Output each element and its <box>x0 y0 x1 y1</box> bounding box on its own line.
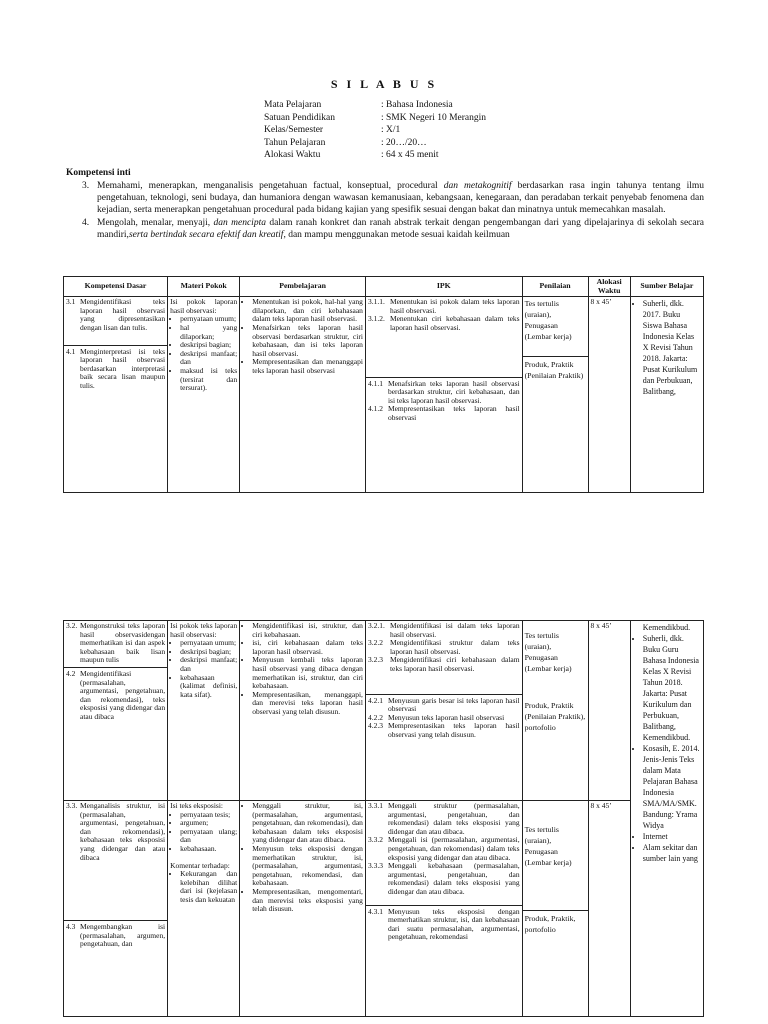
col-header: Sumber Belajar <box>630 277 703 297</box>
ipk-number: 3.2.3 <box>367 655 383 665</box>
ipk-text: Menafsirkan teks laporan hasil observasi berdasarkan struktur, ciri kebahasaan, dan isi teks laporan hasil observasi. <box>387 378 520 405</box>
meta-label: Tahun Pelajaran <box>264 137 326 148</box>
ipk-text: Menentukan isi pokok dalam teks laporan hasil observasi. <box>389 297 520 315</box>
list-item: • deskripsi bagian; <box>180 648 237 657</box>
ipk-number: 4.1.1 <box>367 378 383 388</box>
meta-label: Kelas/Semester <box>264 125 324 136</box>
materi-intro: Isi pokok teks laporan hasil observasi: <box>170 621 238 639</box>
list-item: • kebahasaan. <box>180 845 237 854</box>
materi-list <box>170 639 237 699</box>
kd-text: Mengidentifikasi teks laporan hasil observasi yang dipresentasikan dengan lisan dan tulis. <box>80 297 166 332</box>
pembelajaran-cell <box>240 801 366 1017</box>
materi-list <box>170 315 237 392</box>
list-item: • Menentukan isi pokok, hal-hal yang dilaporkan, dan ciri kebahasaan dalam teks laporan hasil observasi. <box>252 298 363 324</box>
sumber-list <box>633 633 701 864</box>
ki-text <box>97 217 704 241</box>
penilaian-text: Produk, Praktik (Penilaian Praktik) <box>523 356 588 381</box>
meta-row <box>264 149 486 162</box>
kd-number: 4.2 <box>66 668 76 678</box>
ipk-item <box>368 298 520 315</box>
ipk-number: 4.2.1 <box>367 695 383 705</box>
meta-value: : Bahasa Indonesia <box>381 100 453 110</box>
ki-text-italic: dan mencipta <box>213 217 266 228</box>
penilaian-cell <box>522 801 588 1017</box>
kd-text: Mengidentifikasi (permasalahan, argumentasi, pengetahuan, dan rekomendasi), teks eksposisi yang didengar dan atau dibaca <box>80 668 166 721</box>
pembelajaran-cell <box>240 621 366 801</box>
kd-item <box>64 345 167 391</box>
ipk-text: Mempresentasikan teks laporan hasil observasi <box>387 404 520 422</box>
materi-list <box>170 811 237 854</box>
col-header: Penilaian <box>522 277 588 297</box>
meta-row <box>264 137 486 150</box>
kd-text: Mengembangkan isi (permasalahan, argumen, pengetahuan, dan <box>80 922 166 949</box>
ipk-text: Mengidentifikasi ciri kebahasaan dalam teks laporan hasil observasi. <box>389 655 520 673</box>
meta-value: : 20…/20… <box>381 137 427 148</box>
ki-text-italic: serta bertindak secara efektif dan kreatif <box>128 229 284 240</box>
kd-number: 4.3 <box>66 922 76 932</box>
ipk-item <box>368 908 520 942</box>
list-item: • Suherli, dkk. 2017. Buku Siswa Bahasa Indonesia Kelas X Revisi Tahun 2018. Jakarta: Pusat Kurikulum dan Perbukuan, Balitbang, <box>643 298 701 397</box>
ki-text <box>97 180 704 217</box>
meta-value: : X/1 <box>381 125 401 136</box>
list-item: • pernyataan umum; <box>180 315 237 324</box>
meta-label: Alokasi Waktu <box>264 150 321 161</box>
list-item: • Kosasih, E. 2014. Jenis-Jenis Teks dalam Mata Pelajaran Bahasa Indonesia SMA/MA/SMK. Bandung: Yrama Widya <box>643 743 701 831</box>
ipk-group <box>366 377 522 423</box>
meta-row <box>264 124 486 137</box>
kd-text: Menginterpretasi isi teks laporan hasil observasi berdasarkan interpretasi baik secara lisan maupun tulis. <box>80 346 166 390</box>
ki-text-part: , dan mampu menggunakan metode sesuai kaidah keilmuan <box>283 229 510 240</box>
ipk-number: 3.1.1. <box>367 297 385 307</box>
list-item: • Suherli, dkk. Buku Guru Bahasa Indonesia Kelas X Revisi Tahun 2018. Jakarta: Pusat Kurikulum dan Perbukuan, Balitbang, Kemendikbud. <box>643 633 701 743</box>
meta-row <box>264 112 486 125</box>
pembelajaran-list <box>242 298 363 375</box>
penilaian-text: Tes tertulis (uraian), Penugasan (Lembar kerja) <box>524 631 572 673</box>
ipk-cell <box>365 297 522 493</box>
ipk-text: Menentukan ciri kebahasaan dalam teks laporan hasil observasi. <box>389 314 520 332</box>
list-item: • Mengidentifikasi isi, struktur, dan ciri kebahasaan. <box>252 622 363 639</box>
ipk-group <box>366 905 522 942</box>
materi-intro: Komentar terhadap: <box>170 860 230 870</box>
list-item: • Mempresentasikan, mengomentari, dan merevisi teks eksposisi yang telah disusun. <box>252 888 363 914</box>
list-item: • hal yang dilaporkan; <box>180 324 237 341</box>
ipk-text: Mempresentasikan teks laporan hasil observasi yang telah disusun. <box>387 721 520 739</box>
list-item: • pernyataan ulang; dan <box>180 828 237 845</box>
materi-list <box>170 870 237 904</box>
materi-cell <box>168 801 240 1017</box>
kd-item <box>66 802 165 862</box>
kd-text: Menganalisis struktur, isi (permasalahan, argumentasi, pengetahuan, dan rekomendasi), kebahasaan teks eksposisi yang didengar dan atau dibaca <box>80 801 166 862</box>
ki-text-part: berdasarkan rasa ingin tahunya tentang ilmu pengetahuan, teknologi, seni budaya, dan humaniora dengan wawasan kemanusiaan, kebangsaan, kenegaraan, dan peradaban terkait penyebab fenomena dan kejadian, serta menerapkan pengetahuan procedural pada bidang kajian yang spesifik sesuai dengan bakat dan minatnya untuk memecahkan masalah. <box>97 181 704 216</box>
ki-text-italic: dan metakognitif <box>443 181 512 191</box>
ipk-number: 4.3.1 <box>367 906 383 916</box>
kd-number: 3.2. <box>66 621 78 630</box>
ipk-number: 3.1.2. <box>367 314 385 324</box>
meta-value: : SMK Negeri 10 Merangin <box>381 112 487 123</box>
list-item: • pernyataan umum; <box>180 639 237 648</box>
alokasi-cell: 8 x 45’ <box>588 801 630 1017</box>
sumber-list <box>633 298 701 397</box>
kd-cell <box>64 621 168 801</box>
ki-number: 4. <box>82 217 90 228</box>
ipk-text: Menyusun teks eksposisi dengan memerhatikan struktur, isi, dan kebahasaan dari suatu permasalahan, argumentasi, pengetahuan, rekomendasi <box>387 906 520 942</box>
meta-value: : 64 x 45 menit <box>381 150 439 161</box>
ipk-item <box>368 315 520 332</box>
penilaian-text: Produk, Praktik, portofolio <box>523 910 588 935</box>
kd-number: 3.1 <box>66 297 76 307</box>
list-item: • isi, ciri kebahasaan dalam teks laporan hasil observasi. <box>252 639 363 656</box>
kompetensi-inti-heading: Kompetensi inti <box>66 168 131 178</box>
materi-intro: Isi teks eksposisi: <box>170 801 223 810</box>
ipk-item <box>368 656 520 673</box>
ipk-item <box>368 722 520 739</box>
penilaian-cell <box>522 297 588 493</box>
ipk-number: 3.2.1. <box>367 621 385 630</box>
document-meta <box>264 99 486 162</box>
list-item: • deskripsi bagian; <box>180 341 237 350</box>
list-item: • kebahasaan (kalimat definisi, kata sifat). <box>180 674 237 700</box>
sumber-cell <box>630 621 703 1017</box>
ipk-item <box>368 405 520 422</box>
meta-label: Mata Pelajaran <box>264 100 322 110</box>
kd-item <box>66 298 165 332</box>
list-item: • argumen; <box>180 819 237 828</box>
ipk-cell <box>365 621 522 801</box>
ipk-text: Menggali struktur (permasalahan, argumentasi, pengetahuan, dan rekomendasi) dalam teks eksposisi yang didengar dan atau dibaca. <box>387 801 520 836</box>
col-header: Alokasi Waktu <box>588 277 630 297</box>
silabus-table-2 <box>63 620 704 1017</box>
ipk-number: 4.2.2 <box>367 712 383 722</box>
ipk-text: Menyusun garis besar isi teks laporan hasil observasi <box>387 695 520 714</box>
kd-item <box>64 667 167 722</box>
kd-cell <box>64 297 168 493</box>
table-row <box>64 297 704 493</box>
pembelajaran-list <box>242 622 363 717</box>
kd-cell <box>64 801 168 1017</box>
list-item: • Mempresentasikan, menanggapi, dan merevisi teks laporan hasil observasi yang telah disusun. <box>252 691 363 717</box>
table-row <box>64 621 704 801</box>
ipk-number: 3.3.3 <box>367 861 383 871</box>
sumber-text: Kemendikbud. <box>642 623 691 632</box>
ipk-number: 3.3.2 <box>367 835 383 845</box>
list-item: • deskripsi manfaat; dan <box>180 350 237 367</box>
ipk-number: 4.1.2 <box>367 404 383 414</box>
kd-item <box>66 622 165 665</box>
penilaian-text: Produk, Praktik (Penilaian Praktik), portofolio <box>524 701 586 732</box>
kd-text: Mengonstruksi teks laporan hasil observasidengan memerhatikan isi dan aspek kebahasaan baik lisan maupun tulis <box>80 621 166 665</box>
penilaian-text: Tes tertulis (uraian), Penugasan (Lembar kerja) <box>524 299 572 342</box>
ipk-number: 4.2.3 <box>367 721 383 731</box>
col-header: IPK <box>365 277 522 297</box>
ipk-item <box>368 836 520 862</box>
list-item: • Kekurangan dan kelebihan dilihat dari isi (kejelasan tesis dan kekuatan <box>180 870 237 904</box>
penilaian-text: Tes tertulis (uraian), Penugasan (Lembar kerja) <box>524 825 572 867</box>
ki-text-part: Memahami, menerapkan, menganalisis pengetahuan factual, konseptual, procedural <box>97 181 444 191</box>
ipk-text: Mengidentifikasi isi dalam teks laporan hasil observasi. <box>389 621 520 639</box>
meta-label: Satuan Pendidikan <box>264 112 335 123</box>
sumber-cell <box>630 297 703 493</box>
alokasi-cell: 8 x 45’ <box>588 297 630 493</box>
kompetensi-inti-list <box>82 180 704 241</box>
kd-item <box>64 920 167 949</box>
table-row <box>64 801 704 1017</box>
ipk-item <box>368 622 520 639</box>
ipk-text: Menggali isi (permasalahan, argumentasi, pengetahuan, dan rekomendasi) dalam teks eksposisi yang didengar dan atau dibaca. <box>387 835 520 862</box>
kd-number: 3.3. <box>66 801 78 810</box>
ki-text-part: Mengolah, menalar, menyaji, <box>97 217 214 228</box>
list-item: • Alam sekitar dan sumber lain yang <box>643 842 701 864</box>
list-item: • Menafsirkan teks laporan hasil observasi berdasarkan struktur, ciri kebahasaan, dan isi teks laporan hasil observasi. <box>252 324 363 358</box>
alokasi-cell: 8 x 45’ <box>588 621 630 801</box>
col-header: Materi Pokok <box>168 277 240 297</box>
ki-number: 3. <box>82 181 90 191</box>
ipk-text: Mengidentifikasi struktur dalam teks laporan hasil observasi. <box>389 638 520 656</box>
ipk-number: 3.2.2 <box>367 638 383 648</box>
ipk-item <box>368 697 520 714</box>
kd-number: 4.1 <box>66 346 76 356</box>
page-title: S I L A B U S <box>330 77 438 91</box>
table-header-row <box>64 277 704 297</box>
list-item: • Menyusun teks eksposisi dengan memerhatikan struktur, isi, (permasalahan, argumentasi, pengetahuan, rekomendasi, dan kebahasaan. <box>252 845 363 888</box>
list-item: • Menggali struktur, isi, (permasalahan, argumentasi, pengetahuan, dan rekomendasi), dan kebahasaan dalam teks eksposisi yang didengar dan atau dibaca. <box>252 802 363 845</box>
materi-cell <box>168 297 240 493</box>
materi-intro: Isi pokok laporan hasil observasi: <box>170 297 238 315</box>
list-item: • deskripsi manfaat; dan <box>180 656 237 673</box>
ipk-group <box>366 694 522 740</box>
silabus-table-1 <box>63 276 704 493</box>
col-header: Pembelajaran <box>240 277 366 297</box>
meta-row <box>264 99 486 112</box>
ki-item <box>82 217 704 241</box>
col-header: Kompetensi Dasar <box>64 277 168 297</box>
pembelajaran-cell <box>240 297 366 493</box>
ipk-item <box>368 802 520 836</box>
ipk-cell <box>365 801 522 1017</box>
ipk-number: 3.3.1 <box>367 801 383 810</box>
ipk-item <box>368 380 520 406</box>
list-item: • maksud isi teks (tersirat dan tersurat). <box>180 367 237 393</box>
list-item: • Internet <box>643 831 701 842</box>
pembelajaran-list <box>242 802 363 914</box>
materi-cell <box>168 621 240 801</box>
ki-item <box>82 180 704 217</box>
ipk-item <box>368 862 520 896</box>
list-item: • Menyusun kembali teks laporan hasil observasi yang dibaca dengan memerhatikan isi, struktur, dan ciri kebahasaan. <box>252 656 363 690</box>
penilaian-cell <box>522 621 588 801</box>
ipk-text: Menyusun teks laporan hasil observasi <box>387 712 505 722</box>
list-item: • pernyataan tesis; <box>180 811 237 820</box>
list-item: • Mempresentasikan dan menanggapi teks laporan hasil observasi <box>252 358 363 375</box>
ipk-item <box>368 639 520 656</box>
ki-text-part: dalam ranah konkret dan ranah abstrak terkait dengan pengembangan dari yang dipelajarinya di sekolah secara mandiri, <box>97 217 704 240</box>
ipk-text: Menggali kebahasaan (permasalahan, argumentasi, pengetahuan, dan rekomendasi) dalam teks eksposisi yang didengar dan atau dibaca. <box>387 861 520 896</box>
